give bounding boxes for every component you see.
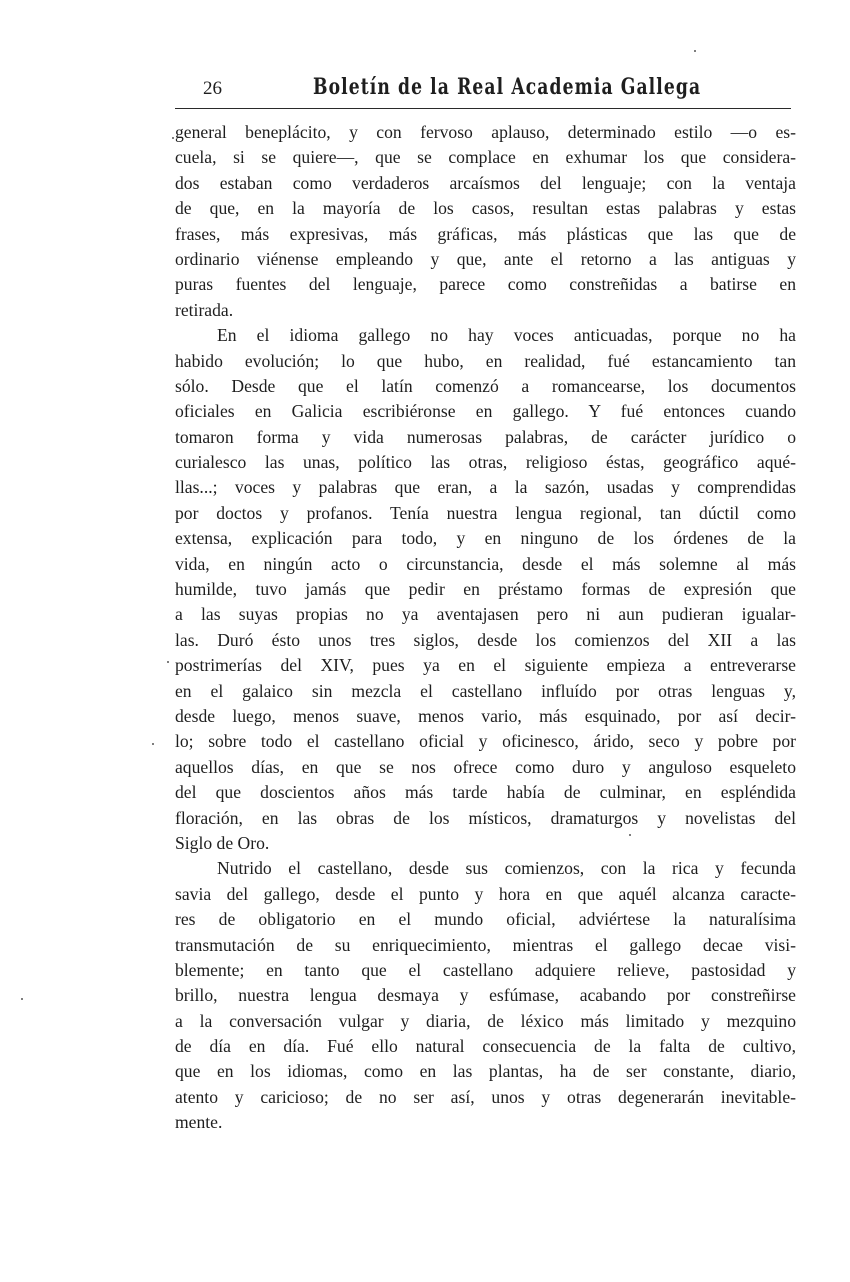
text-line: llas...; voces y palabras que eran, a la sazón, usadas y comprendidas	[175, 477, 796, 498]
page-number: 26	[203, 78, 222, 99]
text-line: que en los idiomas, como en las plantas, ha de ser constante, diario,	[175, 1061, 796, 1082]
paragraph	[175, 323, 796, 856]
text-line: del que doscientos años más tarde había de culminar, en espléndida	[175, 782, 796, 803]
text-line: a las suyas propias no ya aventajasen pero ni aun pudieran igualar-	[175, 604, 796, 625]
text-line: atento y caricioso; de no ser así, unos y otras degenerarán inevitable-	[175, 1086, 796, 1107]
text-line: Nutrido el castellano, desde sus comienzos, con la rica y fecunda	[217, 858, 796, 879]
print-speck	[694, 50, 696, 52]
text-line: en el galaico sin mezcla el castellano influído por otras lenguas y,	[175, 680, 796, 701]
print-speck	[21, 998, 23, 1000]
print-speck	[167, 661, 169, 663]
text-line: por doctos y profanos. Tenía nuestra lengua regional, tan dúctil como	[175, 502, 796, 523]
text-line: Siglo de Oro.	[175, 832, 270, 853]
text-line: de día en día. Fué ello natural consecuencia de la falta de cultivo,	[175, 1036, 796, 1057]
text-line: humilde, tuvo jamás que pedir en préstamo formas de expresión que	[175, 579, 796, 600]
text-line: las. Duró ésto unos tres siglos, desde los comienzos del XII a las	[175, 629, 796, 650]
text-line: retirada.	[175, 299, 234, 320]
body-text	[175, 120, 796, 1136]
text-line: blemente; en tanto que el castellano adquiere relieve, pastosidad y	[175, 959, 796, 980]
text-line: ordinario viénense empleando y que, ante el retorno a las antiguas y	[175, 248, 796, 269]
text-line: frases, más expresivas, más gráficas, más plásticas que las que de	[175, 223, 796, 244]
text-line: sólo. Desde que el latín comenzó a romancearse, los documentos	[175, 375, 796, 396]
text-line: habido evolución; lo que hubo, en realidad, fué estancamiento tan	[175, 350, 796, 371]
text-line: floración, en las obras de los místicos, dramaturgos y novelistas del	[175, 807, 796, 828]
paragraph	[175, 120, 796, 323]
text-line: En el idioma gallego no hay voces anticuadas, porque no ha	[217, 325, 796, 346]
text-line: desde luego, menos suave, menos vario, más esquinado, por así decir-	[175, 705, 796, 726]
text-line: transmutación de su enriquecimiento, mientras el gallego decae visi-	[175, 934, 796, 955]
text-line: curialesco las unas, político las otras, religioso éstas, geográfico aqué-	[175, 452, 796, 473]
print-speck	[629, 834, 631, 836]
paragraph	[175, 856, 796, 1135]
text-line: savia del gallego, desde el punto y hora en que aquél alcanza caracte-	[175, 883, 796, 904]
text-line: extensa, explicación para todo, y en ninguno de los órdenes de la	[175, 528, 796, 549]
text-line: aquellos días, en que se nos ofrece como duro y anguloso esqueleto	[175, 756, 796, 777]
text-line: postrimerías del XIV, pues ya en el siguiente empieza a entreverarse	[175, 655, 796, 676]
text-line: mente.	[175, 1112, 223, 1133]
text-line: de que, en la mayoría de los casos, resultan estas palabras y estas	[175, 198, 796, 219]
text-line: a la conversación vulgar y diaria, de léxico más limitado y mezquino	[175, 1010, 796, 1031]
journal-title: Boletín de la Real Academia Gallega	[313, 74, 702, 100]
text-line: cuela, si se quiere—, que se complace en exhumar los que considera-	[175, 147, 796, 168]
text-line: puras fuentes del lenguaje, parece como constreñidas a batirse en	[175, 274, 796, 295]
text-line: lo; sobre todo el castellano oficial y oficinesco, árido, seco y pobre por	[175, 731, 796, 752]
text-line: res de obligatorio en el mundo oficial, adviértese la naturalísima	[175, 909, 796, 930]
text-line: general beneplácito, y con fervoso aplauso, determinado estilo —o es-	[175, 122, 796, 142]
text-line: dos estaban como verdaderos arcaísmos del lenguaje; con la ventaja	[175, 172, 796, 193]
text-line: tomaron forma y vida numerosas palabras, de carácter jurídico o	[175, 426, 796, 447]
running-header	[175, 70, 791, 109]
text-line: oficiales en Galicia escribiéronse en gallego. Y fué entonces cuando	[175, 401, 796, 422]
print-speck	[172, 137, 174, 139]
text-line: vida, en ningún acto o circunstancia, desde el más solemne al más	[175, 553, 796, 574]
print-speck	[152, 743, 154, 745]
text-line: brillo, nuestra lengua desmaya y esfúmase, acabando por constreñirse	[175, 985, 796, 1006]
